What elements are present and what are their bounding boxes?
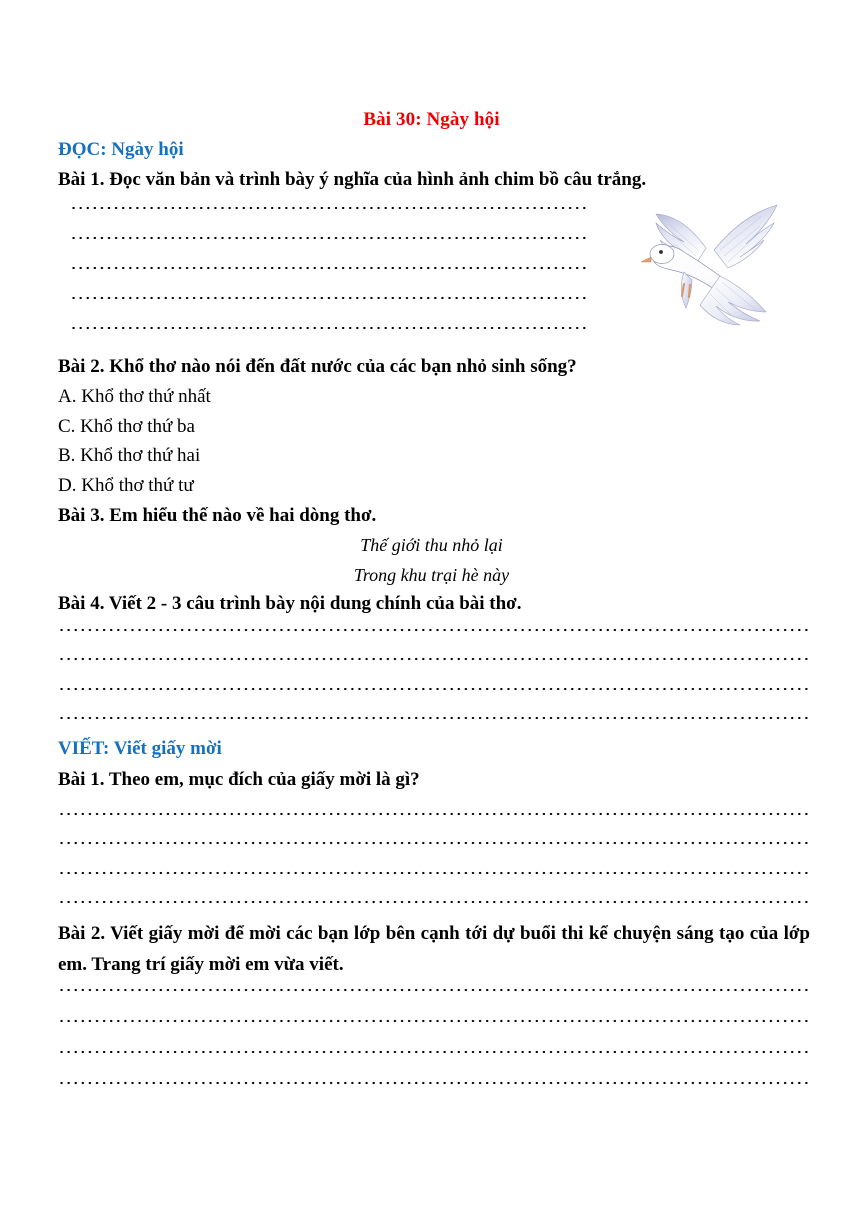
answer-line[interactable] [70, 266, 590, 270]
answer-line[interactable] [58, 657, 810, 661]
answer-line[interactable] [58, 628, 810, 632]
answer-line[interactable] [58, 1019, 810, 1023]
section-heading-doc: ĐỌC: Ngày hội [58, 139, 184, 160]
question-viet-2-label: Bài 2. Viết giấy mời để mời các bạn lớp bên cạnh tới dự buổi thi kể chuyện sáng tạo của lớp em. Trang trí giấy mời em vừa viết. [58, 923, 810, 975]
page-title: Bài 30: Ngày hội [363, 109, 500, 130]
answer-line[interactable] [58, 812, 810, 816]
answer-line[interactable] [70, 206, 590, 210]
answer-line[interactable] [58, 1050, 810, 1054]
section-heading-viet: VIẾT: Viết giấy mời [58, 738, 222, 759]
dove-illustration [628, 192, 788, 332]
answer-line[interactable] [58, 871, 810, 875]
question-doc-3-label: Bài 3. Em hiểu thế nào về hai dòng thơ. [58, 505, 377, 526]
answer-line[interactable] [70, 236, 590, 240]
question-doc-1-label: Bài 1. Đọc văn bản và trình bày ý nghĩa của hình ảnh chim bồ câu trắng. [58, 169, 647, 190]
option-a[interactable]: A. Khổ thơ thứ nhất [58, 386, 211, 407]
answer-line[interactable] [70, 296, 590, 300]
option-c[interactable]: C. Khổ thơ thứ ba [58, 416, 195, 437]
answer-line[interactable] [58, 900, 810, 904]
answer-line[interactable] [58, 687, 810, 691]
question-doc-2-label: Bài 2. Khổ thơ nào nói đến đất nước của các bạn nhỏ sinh sống? [58, 356, 577, 377]
question-doc-4-label: Bài 4. Viết 2 - 3 câu trình bày nội dung chính của bài thơ. [58, 593, 522, 614]
option-d[interactable]: D. Khổ thơ thứ tư [58, 475, 194, 496]
answer-line[interactable] [58, 716, 810, 720]
poem-line-2: Trong khu trại hè này [353, 565, 510, 585]
poem-line-1: Thế giới thu nhỏ lại [360, 535, 503, 555]
answer-line[interactable] [70, 326, 590, 330]
question-viet-1-label: Bài 1. Theo em, mục đích của giấy mời là gì? [58, 769, 420, 790]
option-b[interactable]: B. Khổ thơ thứ hai [58, 445, 201, 466]
answer-line[interactable] [58, 1081, 810, 1085]
answer-line[interactable] [58, 988, 810, 992]
answer-line[interactable] [58, 841, 810, 845]
